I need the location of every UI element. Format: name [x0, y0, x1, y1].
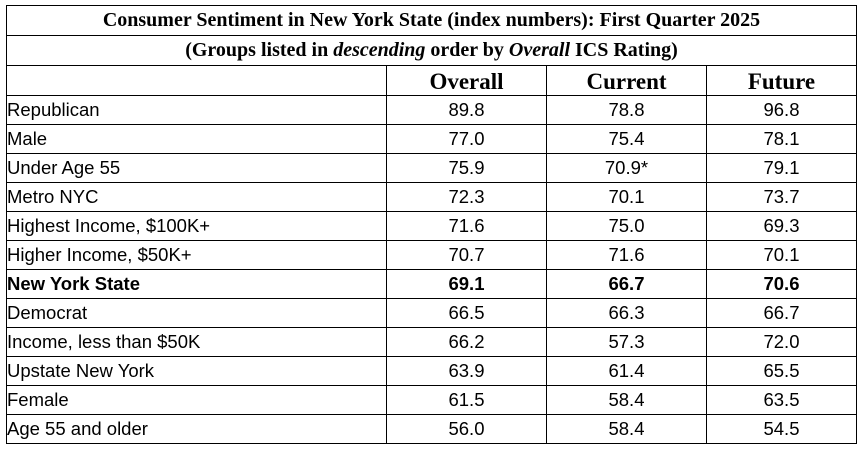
row-label: Higher Income, $50K+ — [7, 241, 387, 270]
row-label: Republican — [7, 96, 387, 125]
row-label: Upstate New York — [7, 357, 387, 386]
current-value: 70.1 — [547, 183, 707, 212]
current-value: 58.4 — [547, 415, 707, 444]
overall-value: 56.0 — [387, 415, 547, 444]
overall-value: 63.9 — [387, 357, 547, 386]
future-value: 69.3 — [707, 212, 857, 241]
subtitle-part: (Groups listed in — [185, 39, 334, 61]
row-label: Democrat — [7, 299, 387, 328]
future-value: 73.7 — [707, 183, 857, 212]
future-value: 54.5 — [707, 415, 857, 444]
current-value: 66.3 — [547, 299, 707, 328]
subtitle-emphasis-overall: Overall — [508, 39, 571, 61]
overall-value: 66.2 — [387, 328, 547, 357]
overall-value: 89.8 — [387, 96, 547, 125]
current-value: 70.9* — [547, 154, 707, 183]
header-current: Current — [547, 66, 707, 96]
future-value: 63.5 — [707, 386, 857, 415]
future-value: 96.8 — [707, 96, 857, 125]
row-label: Female — [7, 386, 387, 415]
table-row — [7, 154, 857, 183]
future-value: 79.1 — [707, 154, 857, 183]
overall-value: 71.6 — [387, 212, 547, 241]
future-value: 72.0 — [707, 328, 857, 357]
current-value: 57.3 — [547, 328, 707, 357]
title-row — [7, 6, 857, 36]
column-header-row — [7, 66, 857, 96]
current-value: 71.6 — [547, 241, 707, 270]
table-row — [7, 270, 857, 299]
current-value: 75.4 — [547, 125, 707, 154]
header-future: Future — [707, 66, 857, 96]
row-label: New York State — [7, 270, 387, 299]
table-row — [7, 357, 857, 386]
header-blank-cell — [7, 66, 387, 96]
table-row — [7, 183, 857, 212]
subtitle-emphasis-descending: descending — [333, 39, 426, 61]
header-overall: Overall — [387, 66, 547, 96]
future-value: 66.7 — [707, 299, 857, 328]
row-label: Metro NYC — [7, 183, 387, 212]
table-row — [7, 328, 857, 357]
table-row — [7, 125, 857, 154]
current-value: 61.4 — [547, 357, 707, 386]
current-value: 75.0 — [547, 212, 707, 241]
subtitle-part: order by — [425, 39, 509, 61]
future-value: 70.6 — [707, 270, 857, 299]
table-title: Consumer Sentiment in New York State (index numbers): First Quarter 2025 — [7, 6, 857, 36]
overall-value: 75.9 — [387, 154, 547, 183]
current-value: 78.8 — [547, 96, 707, 125]
table-row — [7, 241, 857, 270]
table-row — [7, 299, 857, 328]
sentiment-table — [6, 5, 857, 444]
row-label: Age 55 and older — [7, 415, 387, 444]
row-label: Highest Income, $100K+ — [7, 212, 387, 241]
overall-value: 61.5 — [387, 386, 547, 415]
overall-value: 69.1 — [387, 270, 547, 299]
table-row — [7, 212, 857, 241]
overall-value: 77.0 — [387, 125, 547, 154]
table-row — [7, 96, 857, 125]
overall-value: 72.3 — [387, 183, 547, 212]
overall-value: 70.7 — [387, 241, 547, 270]
future-value: 70.1 — [707, 241, 857, 270]
table-subtitle — [7, 36, 857, 66]
overall-value: 66.5 — [387, 299, 547, 328]
table-row — [7, 386, 857, 415]
table-row — [7, 415, 857, 444]
row-label: Male — [7, 125, 387, 154]
subtitle-row — [7, 36, 857, 66]
future-value: 65.5 — [707, 357, 857, 386]
subtitle-part: ICS Rating) — [570, 39, 678, 61]
current-value: 58.4 — [547, 386, 707, 415]
row-label: Income, less than $50K — [7, 328, 387, 357]
row-label: Under Age 55 — [7, 154, 387, 183]
current-value: 66.7 — [547, 270, 707, 299]
future-value: 78.1 — [707, 125, 857, 154]
